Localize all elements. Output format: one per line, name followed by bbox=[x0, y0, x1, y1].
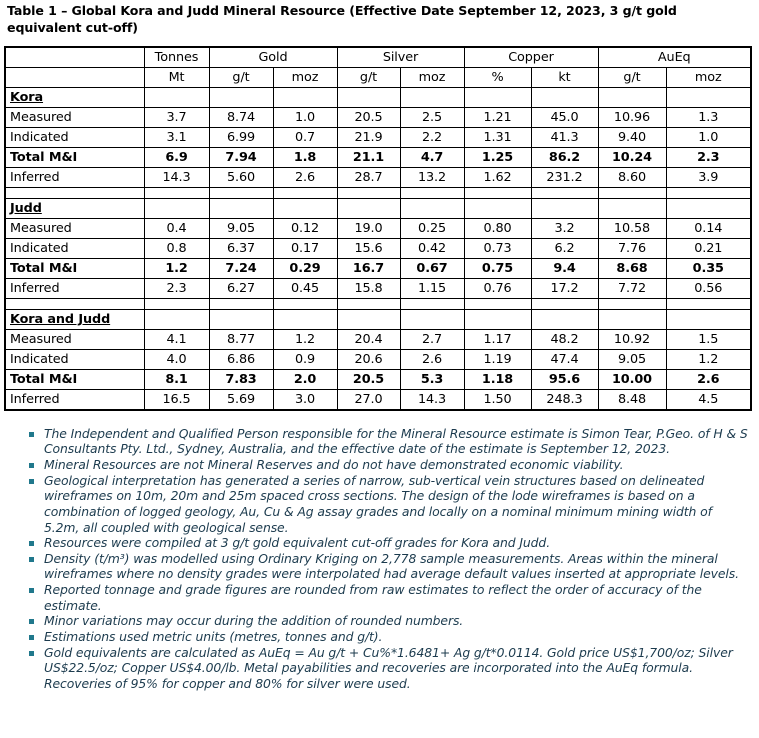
value-cell: 20.5 bbox=[337, 369, 400, 389]
value-cell: 1.18 bbox=[464, 369, 531, 389]
value-cell: 27.0 bbox=[337, 389, 400, 410]
value-cell: 2.3 bbox=[144, 278, 209, 298]
header-group-row bbox=[5, 47, 751, 68]
empty-cell bbox=[144, 187, 209, 198]
empty-cell bbox=[337, 87, 400, 107]
data-row bbox=[5, 127, 751, 147]
value-cell: 8.74 bbox=[209, 107, 273, 127]
value-cell: 0.76 bbox=[464, 278, 531, 298]
data-row bbox=[5, 218, 751, 238]
row-category: Total M&I bbox=[5, 147, 144, 167]
unit-header: % bbox=[464, 67, 531, 87]
value-cell: 8.1 bbox=[144, 369, 209, 389]
value-cell: 45.0 bbox=[531, 107, 598, 127]
value-cell: 14.3 bbox=[400, 389, 464, 410]
col-group-copper: Copper bbox=[464, 47, 598, 68]
value-cell: 1.0 bbox=[273, 107, 337, 127]
value-cell: 41.3 bbox=[531, 127, 598, 147]
value-cell: 10.92 bbox=[598, 329, 666, 349]
value-cell: 8.48 bbox=[598, 389, 666, 410]
row-category: Indicated bbox=[5, 127, 144, 147]
value-cell: 0.4 bbox=[144, 218, 209, 238]
empty-cell bbox=[464, 198, 531, 218]
value-cell: 0.21 bbox=[666, 238, 751, 258]
value-cell: 28.7 bbox=[337, 167, 400, 187]
separator-row bbox=[5, 187, 751, 198]
value-cell: 0.17 bbox=[273, 238, 337, 258]
empty-cell bbox=[144, 87, 209, 107]
empty-cell bbox=[598, 309, 666, 329]
empty-cell bbox=[337, 298, 400, 309]
value-cell: 2.6 bbox=[666, 369, 751, 389]
value-cell: 1.15 bbox=[400, 278, 464, 298]
value-cell: 2.6 bbox=[400, 349, 464, 369]
unit-header: moz bbox=[273, 67, 337, 87]
value-cell: 10.00 bbox=[598, 369, 666, 389]
row-category: Measured bbox=[5, 218, 144, 238]
value-cell: 5.3 bbox=[400, 369, 464, 389]
corner-cell bbox=[5, 47, 144, 68]
empty-cell bbox=[531, 198, 598, 218]
value-cell: 1.0 bbox=[666, 127, 751, 147]
value-cell: 0.75 bbox=[464, 258, 531, 278]
data-row bbox=[5, 389, 751, 410]
col-group-aueq: AuEq bbox=[598, 47, 751, 68]
footnote-item: Geological interpretation has generated a series of narrow, sub-vertical vein structures based on delineated wireframes on 10m, 20m and 25m spaced cross sections. The design of the lode wireframes is based on a combination of logged geology, Au, Cu & Ag assay grades and locally on a nominal minimum mining width of 5.2m, all coupled with geological sense. bbox=[28, 473, 749, 536]
empty-cell bbox=[337, 198, 400, 218]
empty-cell bbox=[5, 298, 144, 309]
empty-cell bbox=[598, 298, 666, 309]
data-row bbox=[5, 107, 751, 127]
empty-cell bbox=[400, 87, 464, 107]
value-cell: 1.8 bbox=[273, 147, 337, 167]
value-cell: 20.6 bbox=[337, 349, 400, 369]
table-caption: Table 1 – Global Kora and Judd Mineral Resource (Effective Date September 12, 2023, 3 g/t gold equivalent cut-off) bbox=[7, 3, 677, 35]
value-cell: 1.21 bbox=[464, 107, 531, 127]
empty-cell bbox=[464, 298, 531, 309]
empty-cell bbox=[666, 187, 751, 198]
corner-cell-units bbox=[5, 67, 144, 87]
mineral-resource-table bbox=[4, 46, 752, 411]
empty-cell bbox=[598, 198, 666, 218]
empty-cell bbox=[666, 198, 751, 218]
value-cell: 1.19 bbox=[464, 349, 531, 369]
empty-cell bbox=[273, 298, 337, 309]
unit-header: moz bbox=[400, 67, 464, 87]
value-cell: 8.68 bbox=[598, 258, 666, 278]
value-cell: 0.67 bbox=[400, 258, 464, 278]
value-cell: 0.45 bbox=[273, 278, 337, 298]
footnotes-list bbox=[28, 426, 749, 692]
data-row bbox=[5, 167, 751, 187]
empty-cell bbox=[273, 198, 337, 218]
value-cell: 10.58 bbox=[598, 218, 666, 238]
section-name: Kora and Judd bbox=[5, 309, 144, 329]
value-cell: 86.2 bbox=[531, 147, 598, 167]
value-cell: 20.5 bbox=[337, 107, 400, 127]
unit-header: kt bbox=[531, 67, 598, 87]
value-cell: 47.4 bbox=[531, 349, 598, 369]
value-cell: 2.6 bbox=[273, 167, 337, 187]
value-cell: 5.60 bbox=[209, 167, 273, 187]
value-cell: 7.94 bbox=[209, 147, 273, 167]
value-cell: 20.4 bbox=[337, 329, 400, 349]
value-cell: 8.77 bbox=[209, 329, 273, 349]
unit-header: Mt bbox=[144, 67, 209, 87]
empty-cell bbox=[464, 309, 531, 329]
empty-cell bbox=[400, 187, 464, 198]
value-cell: 1.2 bbox=[666, 349, 751, 369]
value-cell: 14.3 bbox=[144, 167, 209, 187]
value-cell: 19.0 bbox=[337, 218, 400, 238]
separator-row bbox=[5, 298, 751, 309]
value-cell: 1.2 bbox=[273, 329, 337, 349]
value-cell: 2.5 bbox=[400, 107, 464, 127]
value-cell: 21.9 bbox=[337, 127, 400, 147]
empty-cell bbox=[337, 187, 400, 198]
value-cell: 2.7 bbox=[400, 329, 464, 349]
footnote-item: Gold equivalents are calculated as AuEq = Au g/t + Cu%*1.6481+ Ag g/t*0.0114. Gold price US$1,700/oz; Silver US$22.5/oz; Copper US$4.00/lb. Metal payabilities and recoveries are incorporated into the AuEq formula. Recoveries of 95% for copper and 80% for silver were used. bbox=[28, 645, 749, 692]
footnote-item: Reported tonnage and grade figures are rounded from raw estimates to reflect the order of accuracy of the estimate. bbox=[28, 582, 749, 613]
empty-cell bbox=[209, 298, 273, 309]
value-cell: 231.2 bbox=[531, 167, 598, 187]
value-cell: 21.1 bbox=[337, 147, 400, 167]
value-cell: 9.4 bbox=[531, 258, 598, 278]
data-row bbox=[5, 258, 751, 278]
row-category: Measured bbox=[5, 107, 144, 127]
value-cell: 8.60 bbox=[598, 167, 666, 187]
empty-cell bbox=[598, 87, 666, 107]
footnote-item: Estimations used metric units (metres, tonnes and g/t). bbox=[28, 629, 749, 645]
value-cell: 1.17 bbox=[464, 329, 531, 349]
value-cell: 0.12 bbox=[273, 218, 337, 238]
value-cell: 7.24 bbox=[209, 258, 273, 278]
section-header-row bbox=[5, 309, 751, 329]
unit-header: g/t bbox=[598, 67, 666, 87]
value-cell: 0.73 bbox=[464, 238, 531, 258]
unit-header: g/t bbox=[209, 67, 273, 87]
empty-cell bbox=[400, 309, 464, 329]
row-category: Inferred bbox=[5, 278, 144, 298]
value-cell: 5.69 bbox=[209, 389, 273, 410]
value-cell: 0.42 bbox=[400, 238, 464, 258]
value-cell: 7.83 bbox=[209, 369, 273, 389]
empty-cell bbox=[144, 298, 209, 309]
empty-cell bbox=[144, 309, 209, 329]
value-cell: 4.0 bbox=[144, 349, 209, 369]
row-category: Inferred bbox=[5, 167, 144, 187]
row-category: Indicated bbox=[5, 238, 144, 258]
footnote-item: Mineral Resources are not Mineral Reserves and do not have demonstrated economic viability. bbox=[28, 457, 749, 473]
value-cell: 4.7 bbox=[400, 147, 464, 167]
footnote-item: Resources were compiled at 3 g/t gold equivalent cut-off grades for Kora and Judd. bbox=[28, 535, 749, 551]
value-cell: 9.40 bbox=[598, 127, 666, 147]
footnote-item: The Independent and Qualified Person responsible for the Mineral Resource estimate is Simon Tear, P.Geo. of H & S Consultants Pty. Ltd., Sydney, Australia, and the effective date of the estimate is September 12, 2023. bbox=[28, 426, 749, 457]
value-cell: 0.80 bbox=[464, 218, 531, 238]
value-cell: 0.8 bbox=[144, 238, 209, 258]
empty-cell bbox=[209, 309, 273, 329]
row-category: Inferred bbox=[5, 389, 144, 410]
value-cell: 1.50 bbox=[464, 389, 531, 410]
value-cell: 95.6 bbox=[531, 369, 598, 389]
row-category: Measured bbox=[5, 329, 144, 349]
empty-cell bbox=[531, 298, 598, 309]
value-cell: 1.25 bbox=[464, 147, 531, 167]
empty-cell bbox=[5, 187, 144, 198]
value-cell: 1.62 bbox=[464, 167, 531, 187]
section-header-row bbox=[5, 87, 751, 107]
value-cell: 0.29 bbox=[273, 258, 337, 278]
value-cell: 7.76 bbox=[598, 238, 666, 258]
value-cell: 0.7 bbox=[273, 127, 337, 147]
unit-header: g/t bbox=[337, 67, 400, 87]
value-cell: 4.1 bbox=[144, 329, 209, 349]
footnote-item: Density (t/m³) was modelled using Ordinary Kriging on 2,778 sample measurements. Areas within the mineral wireframes where no density grades were interpolated had average default values inserted at appropriate levels. bbox=[28, 551, 749, 582]
footnote-item: Minor variations may occur during the addition of rounded numbers. bbox=[28, 613, 749, 629]
header-units-row bbox=[5, 67, 751, 87]
value-cell: 1.5 bbox=[666, 329, 751, 349]
value-cell: 0.35 bbox=[666, 258, 751, 278]
data-row bbox=[5, 238, 751, 258]
empty-cell bbox=[666, 309, 751, 329]
empty-cell bbox=[666, 87, 751, 107]
section-name: Kora bbox=[5, 87, 144, 107]
value-cell: 0.9 bbox=[273, 349, 337, 369]
row-category: Total M&I bbox=[5, 369, 144, 389]
value-cell: 0.14 bbox=[666, 218, 751, 238]
value-cell: 15.6 bbox=[337, 238, 400, 258]
value-cell: 4.5 bbox=[666, 389, 751, 410]
value-cell: 2.2 bbox=[400, 127, 464, 147]
empty-cell bbox=[531, 187, 598, 198]
value-cell: 6.37 bbox=[209, 238, 273, 258]
value-cell: 1.3 bbox=[666, 107, 751, 127]
value-cell: 48.2 bbox=[531, 329, 598, 349]
row-category: Indicated bbox=[5, 349, 144, 369]
empty-cell bbox=[666, 298, 751, 309]
section-header-row bbox=[5, 198, 751, 218]
value-cell: 6.27 bbox=[209, 278, 273, 298]
empty-cell bbox=[598, 187, 666, 198]
value-cell: 3.0 bbox=[273, 389, 337, 410]
value-cell: 17.2 bbox=[531, 278, 598, 298]
value-cell: 7.72 bbox=[598, 278, 666, 298]
value-cell: 13.2 bbox=[400, 167, 464, 187]
empty-cell bbox=[337, 309, 400, 329]
value-cell: 0.25 bbox=[400, 218, 464, 238]
empty-cell bbox=[144, 198, 209, 218]
value-cell: 2.0 bbox=[273, 369, 337, 389]
empty-cell bbox=[209, 187, 273, 198]
table-header bbox=[5, 47, 751, 88]
value-cell: 2.3 bbox=[666, 147, 751, 167]
value-cell: 3.2 bbox=[531, 218, 598, 238]
section-name: Judd bbox=[5, 198, 144, 218]
empty-cell bbox=[531, 309, 598, 329]
value-cell: 16.5 bbox=[144, 389, 209, 410]
empty-cell bbox=[464, 187, 531, 198]
value-cell: 0.56 bbox=[666, 278, 751, 298]
col-group-tonnes: Tonnes bbox=[144, 47, 209, 68]
data-row bbox=[5, 329, 751, 349]
empty-cell bbox=[209, 198, 273, 218]
row-category: Total M&I bbox=[5, 258, 144, 278]
empty-cell bbox=[273, 87, 337, 107]
value-cell: 6.99 bbox=[209, 127, 273, 147]
value-cell: 9.05 bbox=[598, 349, 666, 369]
empty-cell bbox=[531, 87, 598, 107]
document-page bbox=[0, 3, 759, 738]
empty-cell bbox=[400, 298, 464, 309]
empty-cell bbox=[209, 87, 273, 107]
value-cell: 6.86 bbox=[209, 349, 273, 369]
data-row bbox=[5, 369, 751, 389]
col-group-gold: Gold bbox=[209, 47, 337, 68]
value-cell: 248.3 bbox=[531, 389, 598, 410]
value-cell: 1.2 bbox=[144, 258, 209, 278]
unit-header: moz bbox=[666, 67, 751, 87]
value-cell: 3.1 bbox=[144, 127, 209, 147]
value-cell: 9.05 bbox=[209, 218, 273, 238]
value-cell: 6.2 bbox=[531, 238, 598, 258]
value-cell: 3.9 bbox=[666, 167, 751, 187]
value-cell: 16.7 bbox=[337, 258, 400, 278]
col-group-silver: Silver bbox=[337, 47, 464, 68]
table-body bbox=[5, 87, 751, 410]
value-cell: 3.7 bbox=[144, 107, 209, 127]
value-cell: 10.24 bbox=[598, 147, 666, 167]
empty-cell bbox=[273, 309, 337, 329]
value-cell: 1.31 bbox=[464, 127, 531, 147]
value-cell: 15.8 bbox=[337, 278, 400, 298]
data-row bbox=[5, 278, 751, 298]
value-cell: 10.96 bbox=[598, 107, 666, 127]
empty-cell bbox=[464, 87, 531, 107]
value-cell: 6.9 bbox=[144, 147, 209, 167]
data-row bbox=[5, 147, 751, 167]
empty-cell bbox=[273, 187, 337, 198]
data-row bbox=[5, 349, 751, 369]
empty-cell bbox=[400, 198, 464, 218]
